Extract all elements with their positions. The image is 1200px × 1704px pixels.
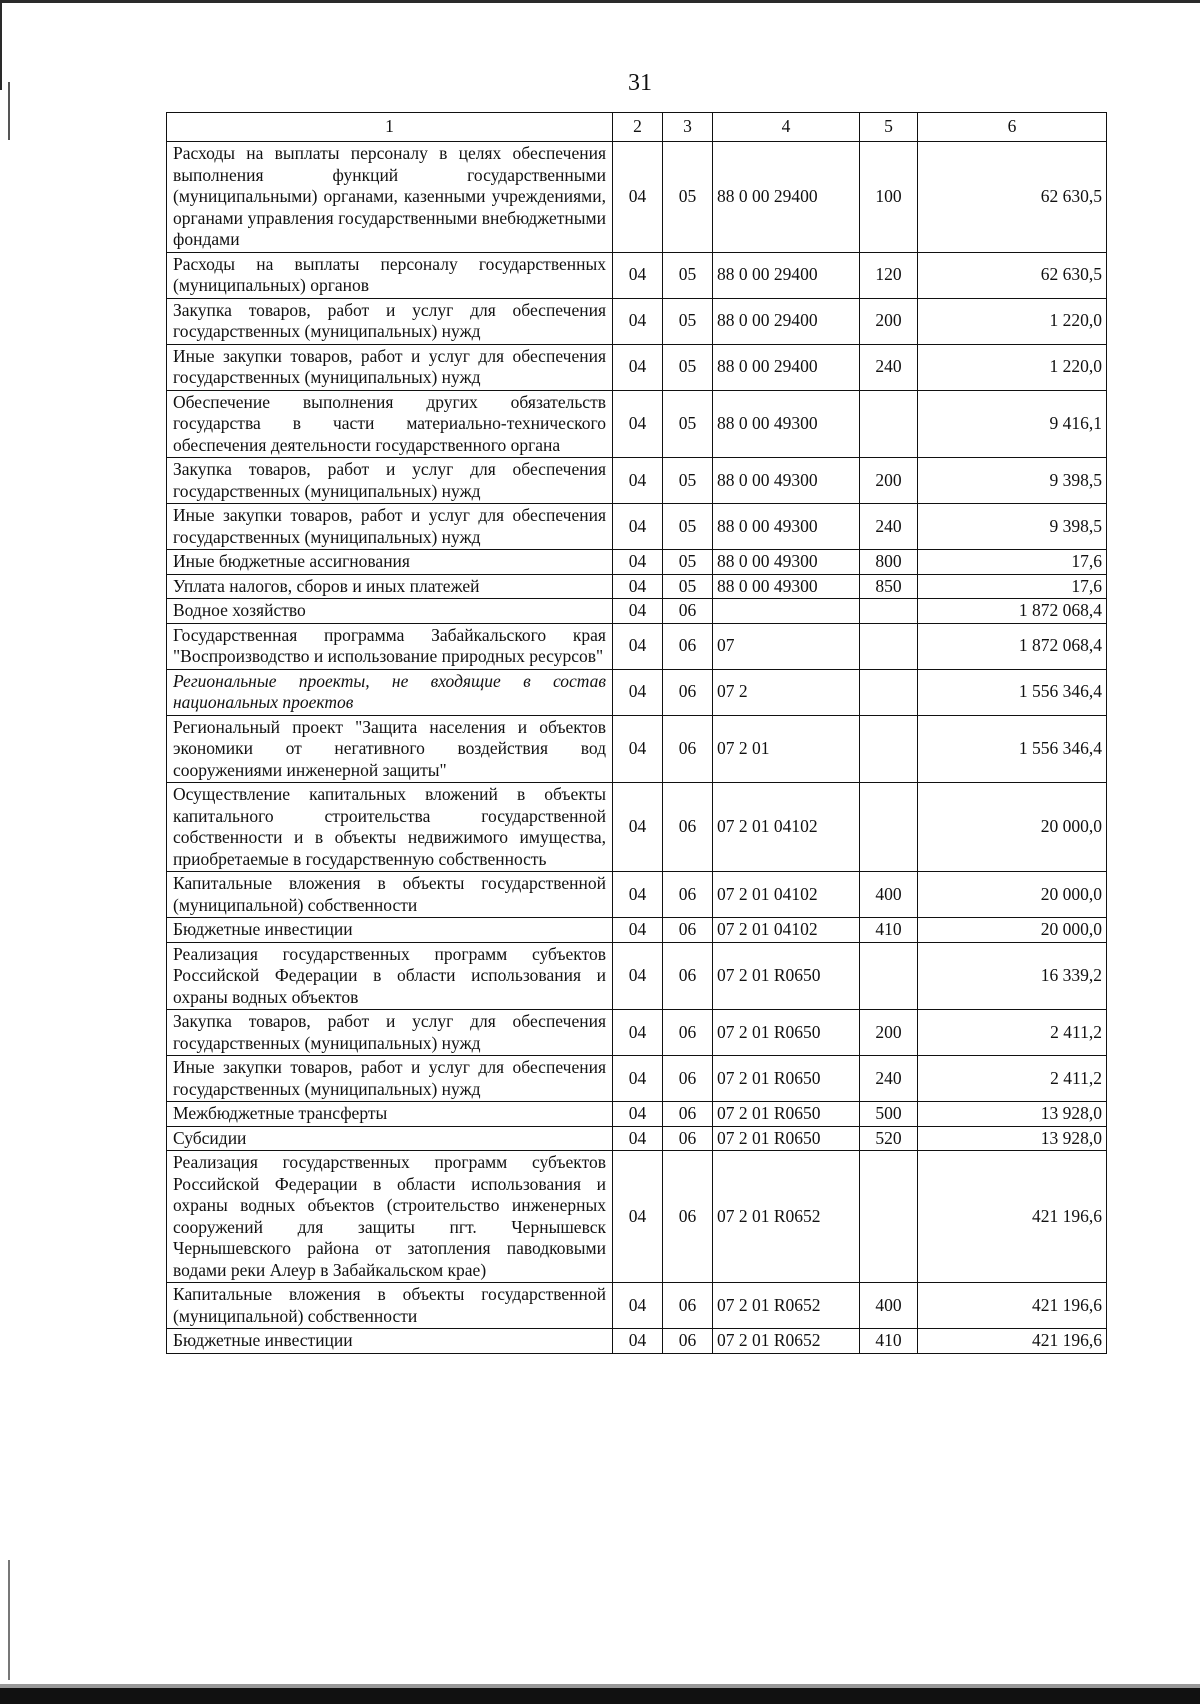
- scan-bottom-edge: [0, 1688, 1200, 1704]
- section-code: 04: [613, 918, 663, 943]
- table-row: [167, 942, 1107, 1010]
- column-header: 4: [713, 113, 860, 142]
- section-code: 04: [613, 669, 663, 715]
- subsection-code: 06: [663, 1056, 713, 1102]
- item-name: Иные закупки товаров, работ и услуг для обеспечения государственных (муниципальных) нужд: [167, 504, 613, 550]
- amount: 1 220,0: [918, 298, 1107, 344]
- subsection-code: 05: [663, 550, 713, 575]
- target-article-code: 07 2 01 R0652: [713, 1283, 860, 1329]
- expense-type-code: 120: [860, 252, 918, 298]
- amount: 20 000,0: [918, 872, 1107, 918]
- amount: 2 411,2: [918, 1056, 1107, 1102]
- subsection-code: 06: [663, 1126, 713, 1151]
- table-row: [167, 1283, 1107, 1329]
- item-name: Региональный проект "Защита населения и объектов экономики от негативного воздействия вод сооружениями инженерной защиты": [167, 715, 613, 783]
- item-name: Уплата налогов, сборов и иных платежей: [167, 574, 613, 599]
- amount: 16 339,2: [918, 942, 1107, 1010]
- expense-type-code: 200: [860, 1010, 918, 1056]
- budget-table: [166, 112, 1107, 1354]
- table-row: [167, 1329, 1107, 1354]
- target-article-code: 07 2: [713, 669, 860, 715]
- subsection-code: 06: [663, 1010, 713, 1056]
- item-name: Реализация государственных программ субъектов Российской Федерации в области использования и охраны водных объектов (строительство инженерных сооружений для защиты пгт. Чернышевск Чернышевского района от затопления паводковыми водами реки Алеур в Забайкальском крае): [167, 1151, 613, 1283]
- subsection-code: 06: [663, 918, 713, 943]
- amount: 2 411,2: [918, 1010, 1107, 1056]
- amount: 9 398,5: [918, 504, 1107, 550]
- subsection-code: 05: [663, 344, 713, 390]
- section-code: 04: [613, 783, 663, 872]
- table-row: [167, 623, 1107, 669]
- section-code: 04: [613, 1329, 663, 1354]
- section-code: 04: [613, 715, 663, 783]
- table-row: [167, 1010, 1107, 1056]
- expense-type-code: 400: [860, 1283, 918, 1329]
- table-row: [167, 390, 1107, 458]
- expense-type-code: 800: [860, 550, 918, 575]
- column-header: 5: [860, 113, 918, 142]
- scan-frame-top: [0, 0, 1200, 3]
- table-row: [167, 458, 1107, 504]
- amount: 421 196,6: [918, 1329, 1107, 1354]
- amount: 17,6: [918, 574, 1107, 599]
- column-header: 3: [663, 113, 713, 142]
- table-row: [167, 298, 1107, 344]
- item-name: Расходы на выплаты персоналу в целях обеспечения выполнения функций государственными (муниципальными) органами, казенными учреждениями, органами управления государственными внебюджетными фондами: [167, 142, 613, 253]
- amount: 9 398,5: [918, 458, 1107, 504]
- table-row: [167, 550, 1107, 575]
- target-article-code: 07 2 01: [713, 715, 860, 783]
- item-name: Осуществление капитальных вложений в объекты капитального строительства государственной собственности и в объекты недвижимого имущества, приобретаемые в государственную собственность: [167, 783, 613, 872]
- amount: 1 872 068,4: [918, 599, 1107, 624]
- item-name: Водное хозяйство: [167, 599, 613, 624]
- section-code: 04: [613, 344, 663, 390]
- item-name: Государственная программа Забайкальского края "Воспроизводство и использование природных ресурсов": [167, 623, 613, 669]
- target-article-code: 88 0 00 29400: [713, 252, 860, 298]
- amount: 1 872 068,4: [918, 623, 1107, 669]
- expense-type-code: [860, 1151, 918, 1283]
- amount: 20 000,0: [918, 783, 1107, 872]
- expense-type-code: [860, 669, 918, 715]
- target-article-code: 07 2 01 R0652: [713, 1329, 860, 1354]
- expense-type-code: 100: [860, 142, 918, 253]
- expense-type-code: 240: [860, 1056, 918, 1102]
- item-name: Иные закупки товаров, работ и услуг для обеспечения государственных (муниципальных) нужд: [167, 344, 613, 390]
- expense-type-code: [860, 623, 918, 669]
- table-row: [167, 669, 1107, 715]
- subsection-code: 06: [663, 1102, 713, 1127]
- amount: 13 928,0: [918, 1102, 1107, 1127]
- amount: 17,6: [918, 550, 1107, 575]
- section-code: 04: [613, 1283, 663, 1329]
- table-row: [167, 1102, 1107, 1127]
- expense-type-code: 850: [860, 574, 918, 599]
- item-name: Субсидии: [167, 1126, 613, 1151]
- target-article-code: 88 0 00 49300: [713, 458, 860, 504]
- page-number: 31: [628, 70, 652, 96]
- item-name: Обеспечение выполнения других обязательств государства в части материально-технического обеспечения деятельности государственного органа: [167, 390, 613, 458]
- amount: 1 556 346,4: [918, 669, 1107, 715]
- expense-type-code: 200: [860, 458, 918, 504]
- target-article-code: 88 0 00 49300: [713, 390, 860, 458]
- target-article-code: 07 2 01 04102: [713, 872, 860, 918]
- table-row: [167, 872, 1107, 918]
- target-article-code: 07 2 01 R0650: [713, 1056, 860, 1102]
- subsection-code: 06: [663, 1151, 713, 1283]
- amount: 421 196,6: [918, 1151, 1107, 1283]
- amount: 9 416,1: [918, 390, 1107, 458]
- subsection-code: 05: [663, 142, 713, 253]
- scan-edge-mark: [8, 1560, 10, 1680]
- item-name: Иные закупки товаров, работ и услуг для обеспечения государственных (муниципальных) нужд: [167, 1056, 613, 1102]
- item-name: Капитальные вложения в объекты государственной (муниципальной) собственности: [167, 1283, 613, 1329]
- section-code: 04: [613, 252, 663, 298]
- expense-type-code: [860, 715, 918, 783]
- subsection-code: 06: [663, 669, 713, 715]
- section-code: 04: [613, 504, 663, 550]
- expense-type-code: 200: [860, 298, 918, 344]
- table-row: [167, 344, 1107, 390]
- expense-type-code: 400: [860, 872, 918, 918]
- subsection-code: 05: [663, 390, 713, 458]
- subsection-code: 05: [663, 252, 713, 298]
- table-row: [167, 1056, 1107, 1102]
- item-name: Расходы на выплаты персоналу государственных (муниципальных) органов: [167, 252, 613, 298]
- expense-type-code: 240: [860, 504, 918, 550]
- column-header: 1: [167, 113, 613, 142]
- amount: 1 556 346,4: [918, 715, 1107, 783]
- target-article-code: 88 0 00 29400: [713, 298, 860, 344]
- expense-type-code: 500: [860, 1102, 918, 1127]
- amount: 20 000,0: [918, 918, 1107, 943]
- table-row: [167, 142, 1107, 253]
- target-article-code: 88 0 00 49300: [713, 504, 860, 550]
- header-row: [167, 113, 1107, 142]
- section-code: 04: [613, 942, 663, 1010]
- amount: 62 630,5: [918, 252, 1107, 298]
- item-name: Бюджетные инвестиции: [167, 1329, 613, 1354]
- section-code: 04: [613, 298, 663, 344]
- expense-type-code: 410: [860, 918, 918, 943]
- expense-type-code: [860, 390, 918, 458]
- subsection-code: 06: [663, 1283, 713, 1329]
- target-article-code: 88 0 00 29400: [713, 142, 860, 253]
- subsection-code: 06: [663, 1329, 713, 1354]
- section-code: 04: [613, 872, 663, 918]
- item-name: Региональные проекты, не входящие в состав национальных проектов: [167, 669, 613, 715]
- section-code: 04: [613, 142, 663, 253]
- expense-type-code: [860, 783, 918, 872]
- subsection-code: 06: [663, 783, 713, 872]
- item-name: Иные бюджетные ассигнования: [167, 550, 613, 575]
- target-article-code: 07 2 01 R0652: [713, 1151, 860, 1283]
- subsection-code: 05: [663, 458, 713, 504]
- subsection-code: 06: [663, 715, 713, 783]
- column-header: 2: [613, 113, 663, 142]
- amount: 62 630,5: [918, 142, 1107, 253]
- item-name: Закупка товаров, работ и услуг для обеспечения государственных (муниципальных) нужд: [167, 298, 613, 344]
- table-row: [167, 504, 1107, 550]
- subsection-code: 05: [663, 574, 713, 599]
- table-row: [167, 1151, 1107, 1283]
- section-code: 04: [613, 574, 663, 599]
- table-row: [167, 918, 1107, 943]
- table-row: [167, 1126, 1107, 1151]
- target-article-code: 07 2 01 04102: [713, 783, 860, 872]
- item-name: Капитальные вложения в объекты государственной (муниципальной) собственности: [167, 872, 613, 918]
- section-code: 04: [613, 1010, 663, 1056]
- expense-type-code: 410: [860, 1329, 918, 1354]
- item-name: Закупка товаров, работ и услуг для обеспечения государственных (муниципальных) нужд: [167, 1010, 613, 1056]
- subsection-code: 06: [663, 599, 713, 624]
- amount: 1 220,0: [918, 344, 1107, 390]
- target-article-code: 07: [713, 623, 860, 669]
- table-row: [167, 252, 1107, 298]
- target-article-code: [713, 599, 860, 624]
- section-code: 04: [613, 1126, 663, 1151]
- section-code: 04: [613, 550, 663, 575]
- section-code: 04: [613, 1056, 663, 1102]
- section-code: 04: [613, 1102, 663, 1127]
- section-code: 04: [613, 458, 663, 504]
- section-code: 04: [613, 1151, 663, 1283]
- table-row: [167, 574, 1107, 599]
- table-row: [167, 783, 1107, 872]
- subsection-code: 05: [663, 504, 713, 550]
- target-article-code: 07 2 01 R0650: [713, 1126, 860, 1151]
- target-article-code: 88 0 00 49300: [713, 574, 860, 599]
- section-code: 04: [613, 390, 663, 458]
- item-name: Межбюджетные трансферты: [167, 1102, 613, 1127]
- subsection-code: 06: [663, 872, 713, 918]
- expense-type-code: [860, 599, 918, 624]
- item-name: Закупка товаров, работ и услуг для обеспечения государственных (муниципальных) нужд: [167, 458, 613, 504]
- expense-type-code: 520: [860, 1126, 918, 1151]
- table-row: [167, 599, 1107, 624]
- table-row: [167, 715, 1107, 783]
- target-article-code: 07 2 01 04102: [713, 918, 860, 943]
- expense-type-code: [860, 942, 918, 1010]
- amount: 421 196,6: [918, 1283, 1107, 1329]
- subsection-code: 06: [663, 623, 713, 669]
- subsection-code: 06: [663, 942, 713, 1010]
- target-article-code: 88 0 00 29400: [713, 344, 860, 390]
- target-article-code: 07 2 01 R0650: [713, 1010, 860, 1056]
- section-code: 04: [613, 599, 663, 624]
- section-code: 04: [613, 623, 663, 669]
- target-article-code: 88 0 00 49300: [713, 550, 860, 575]
- subsection-code: 05: [663, 298, 713, 344]
- item-name: Реализация государственных программ субъектов Российской Федерации в области использования и охраны водных объектов: [167, 942, 613, 1010]
- target-article-code: 07 2 01 R0650: [713, 942, 860, 1010]
- target-article-code: 07 2 01 R0650: [713, 1102, 860, 1127]
- item-name: Бюджетные инвестиции: [167, 918, 613, 943]
- column-header: 6: [918, 113, 1107, 142]
- amount: 13 928,0: [918, 1126, 1107, 1151]
- expense-type-code: 240: [860, 344, 918, 390]
